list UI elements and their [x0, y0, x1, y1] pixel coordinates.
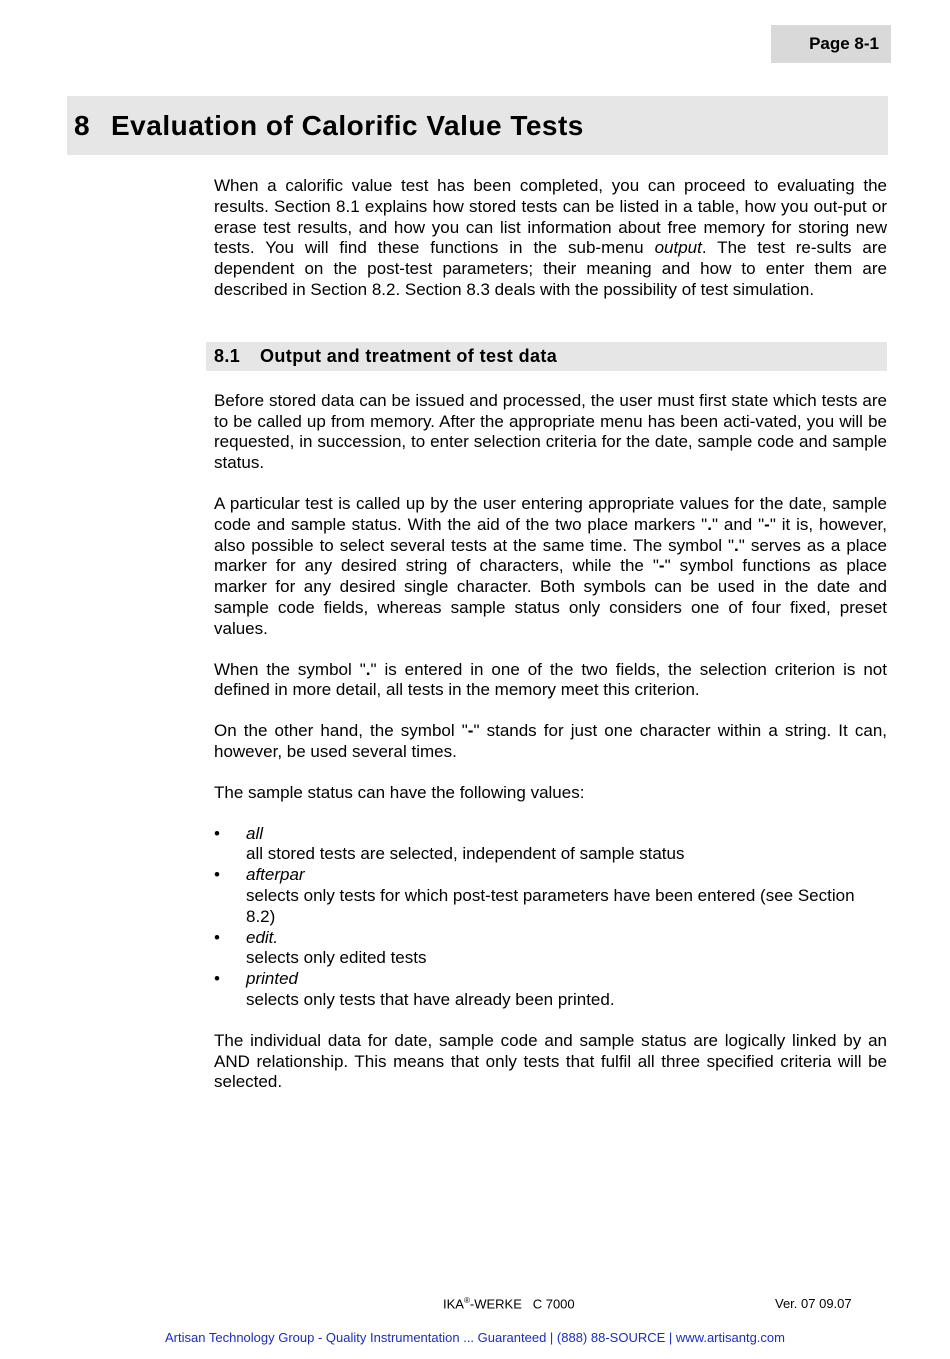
- status-description: all stored tests are selected, independent of sample status: [246, 844, 685, 864]
- markers-text-3: " it is, however, also possible to select several tests at the same time. The symbol ": [214, 514, 888, 555]
- status-values-list: [214, 824, 887, 1011]
- dot-symbol: .: [365, 659, 371, 679]
- registered-mark: ®: [463, 1296, 470, 1305]
- dot-paragraph: [214, 660, 887, 702]
- artisan-footer-link[interactable]: Artisan Technology Group - Quality Instrumentation ... Guaranteed | (888) 88-SOURCE | www.artisantg.com: [165, 1330, 785, 1345]
- list-item: [214, 928, 887, 970]
- dot-symbol: .: [734, 535, 739, 555]
- and-paragraph: The individual data for date, sample code and sample status are logically linked by an AND relationship. This means that only tests that fulfil all three specified criteria will be selected.: [214, 1030, 887, 1092]
- status-description: selects only tests for which post-test parameters have been entered (see Section 8.2): [246, 885, 855, 926]
- status-term: afterpar: [246, 865, 305, 885]
- bullet-icon: •: [214, 865, 220, 885]
- chapter-heading: [67, 96, 888, 155]
- footer-model: -WERKE C 7000: [469, 1296, 575, 1312]
- status-term: printed: [246, 969, 298, 989]
- dash-text-2: " stands for just one character within a string. It can, however, be used several times.: [214, 721, 887, 761]
- selection-paragraph: Before stored data can be issued and processed, the user must first state which tests are to be called up from memory. After the appropriate menu has been acti-vated, you will be requested, in succession, to enter selection criteria for the date, sample code and sample status.: [214, 390, 887, 473]
- footer-version: Ver. 07 09.07: [775, 1296, 852, 1311]
- bullet-icon: •: [214, 823, 220, 843]
- bullet-icon: •: [214, 927, 220, 947]
- markers-text-5: " symbol functions as place marker for any desired single character. Both symbols can be used in the date and sample code fields, whereas sample status only considers one of four fixed, preset values.: [214, 556, 887, 638]
- chapter-title: Evaluation of Calorific Value Tests: [111, 110, 584, 141]
- list-item: [214, 824, 887, 866]
- footer-brand: IKA: [443, 1296, 464, 1312]
- footer-brand-model: [443, 1296, 575, 1311]
- body-content: [214, 176, 887, 1093]
- dash-symbol: -: [467, 721, 474, 741]
- intro-text-2: . The test re-sults are dependent on the post-test parameters; their meaning and how to enter them are described in Section 8.2. Section 8.3 deals with the possibility of test simulation.: [214, 238, 887, 299]
- dash-paragraph: [214, 721, 887, 763]
- status-term: edit.: [246, 927, 279, 947]
- markers-paragraph: [214, 494, 887, 640]
- status-term: all: [246, 823, 264, 843]
- bullet-icon: •: [214, 969, 220, 989]
- markers-text-1: A particular test is called up by the user entering appropriate values for the date, sample code and sample status. With the aid of the two place markers ": [214, 493, 887, 534]
- dot-text-2: " is entered in one of the two fields, the selection criterion is not defined in more detail, all tests in the memory meet this criterion.: [214, 659, 887, 700]
- chapter-number: 8: [74, 110, 91, 141]
- dot-symbol: .: [707, 514, 712, 534]
- dot-text-1: When the symbol ": [214, 659, 366, 679]
- section-number: 8.1: [214, 345, 241, 366]
- dash-symbol: -: [764, 514, 770, 534]
- output-term: output: [654, 238, 702, 258]
- dash-symbol: -: [658, 556, 665, 576]
- list-item: [214, 865, 887, 927]
- intro-text-1: When a calorific value test has been completed, you can proceed to evaluating the results. Section 8.1 explains how stored tests can be listed in a table, how you out-put or erase test results, and how you can list information about free memory for storing new tests. You will find these functions in the sub-menu: [214, 176, 887, 258]
- section-title: Output and treatment of test data: [260, 345, 558, 366]
- status-intro-paragraph: The sample status can have the following values:: [214, 782, 585, 802]
- section-heading: [206, 342, 887, 371]
- status-description: selects only tests that have already been printed.: [246, 989, 615, 1009]
- list-item: [214, 969, 887, 1011]
- intro-paragraph: [214, 176, 887, 301]
- markers-text-2: " and ": [711, 514, 765, 534]
- markers-text-4: " serves as a place marker for any desired string of characters, while the ": [214, 535, 887, 576]
- page-number-badge: Page 8-1: [771, 25, 891, 63]
- dash-text-1: On the other hand, the symbol ": [214, 721, 468, 741]
- status-description: selects only edited tests: [246, 948, 427, 968]
